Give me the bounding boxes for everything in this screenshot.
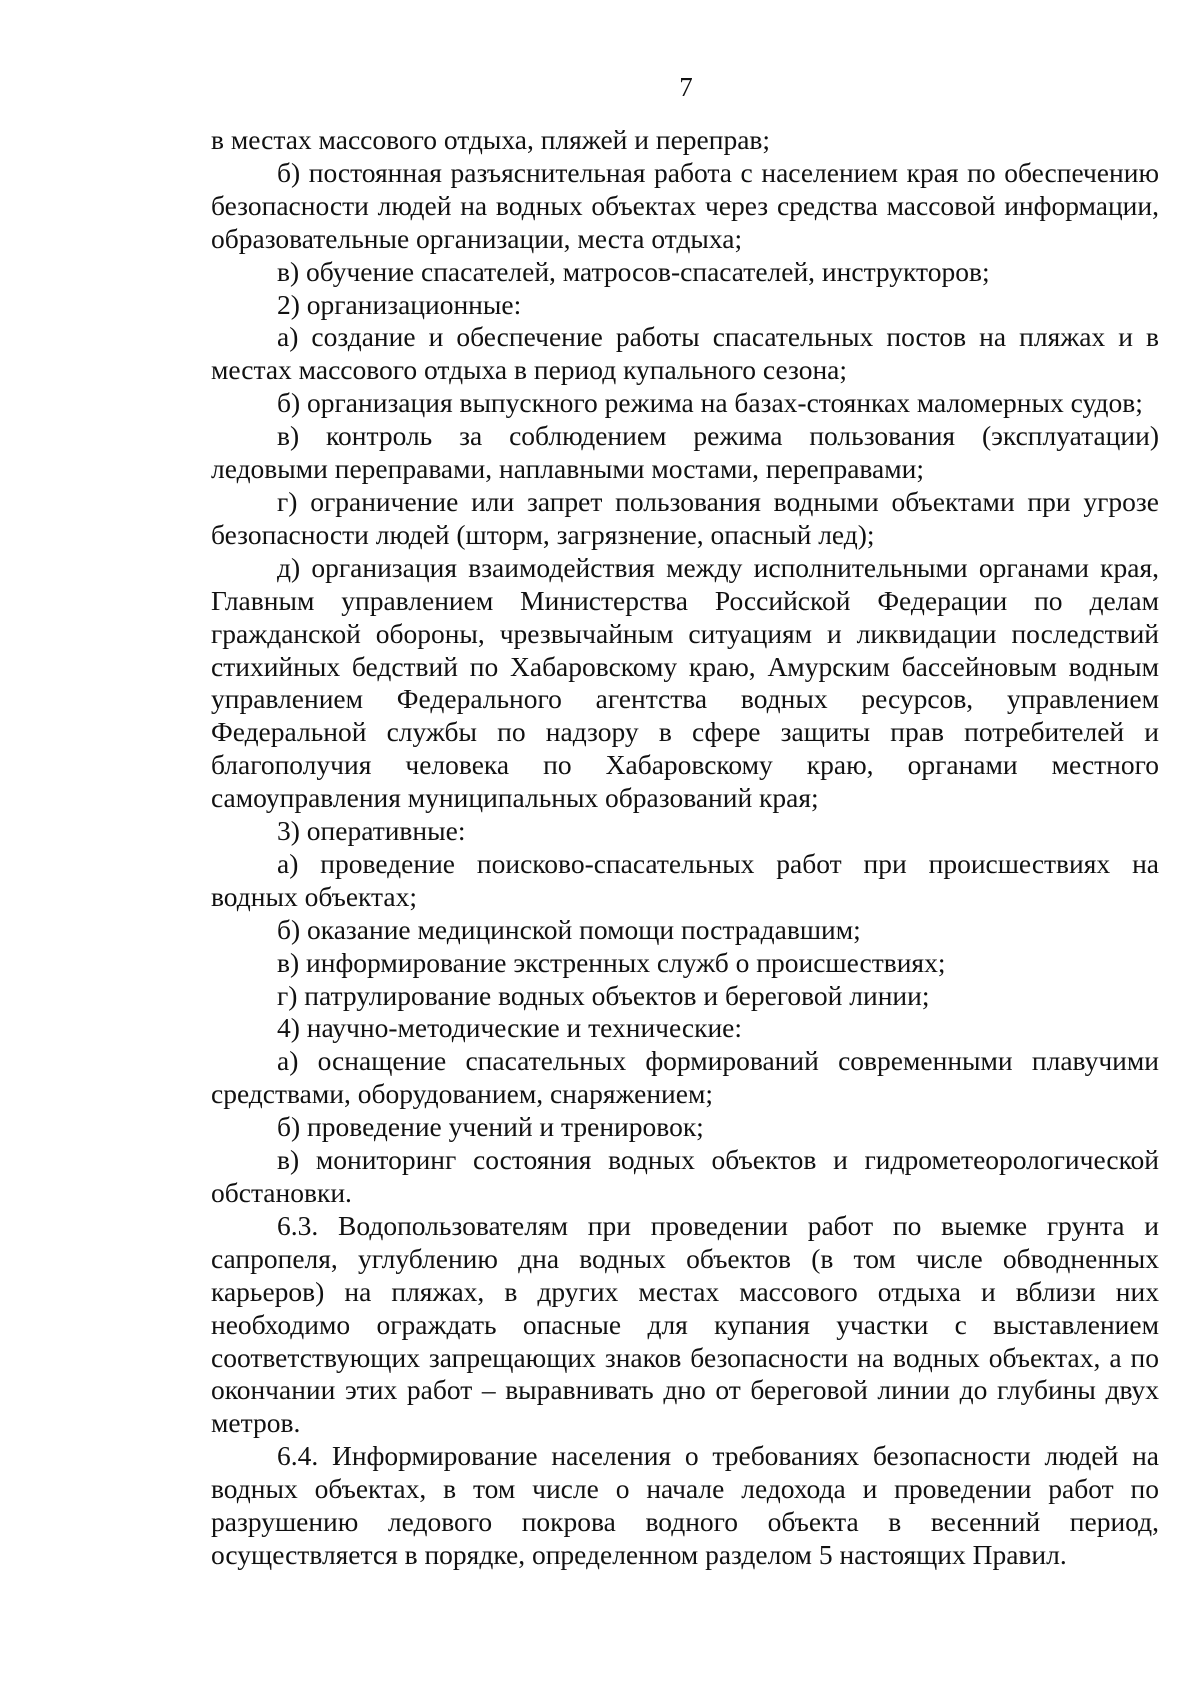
paragraph: г) ограничение или запрет пользования водными объектами при угрозе безопасности людей (шторм, загрязнение, опасный лед); xyxy=(211,485,1159,550)
paragraph: б) постоянная разъяснительная работа с населением края по обеспечению безопасности людей на водных объектах через средства массовой информации, образовательные организации, места отдыха; xyxy=(211,156,1159,254)
paragraph: а) проведение поисково-спасательных работ при происшествиях на водных объектах; xyxy=(211,847,1159,912)
paragraph: б) оказание медицинской помощи пострадавшим; xyxy=(277,913,861,945)
paragraph: 6.4. Информирование населения о требованиях безопасности людей на водных объектах, в том числе о начале ледохода и проведении работ по разрушению ледового покрова водного объекта в весенний период, осуществляется в порядке, определенном разделом 5 настоящих Правил. xyxy=(211,1440,1159,1570)
document-body xyxy=(211,124,1159,1572)
paragraph: в) обучение спасателей, матросов-спасателей, инструкторов; xyxy=(277,255,990,287)
paragraph: 3) оперативные: xyxy=(277,815,466,847)
paragraph: а) создание и обеспечение работы спасательных постов на пляжах и в местах массового отдыха в период купального сезона; xyxy=(211,321,1159,386)
paragraph: в местах массового отдыха, пляжей и переправ; xyxy=(211,124,771,155)
paragraph: б) организация выпускного режима на базах-стоянках маломерных судов; xyxy=(277,387,1143,419)
page-number: 7 xyxy=(679,72,693,102)
paragraph: в) мониторинг состояния водных объектов и гидрометеорологической обстановки. xyxy=(211,1144,1159,1208)
paragraph: 2) организационные: xyxy=(277,288,522,320)
paragraph: г) патрулирование водных объектов и береговой линии; xyxy=(277,979,930,1011)
paragraph: 6.3. Водопользователям при проведении работ по выемке грунта и сапропеля, углублению дна водных объектов (в том числе обводненных карьеров) на пляжах, в других местах массового отдыха и вблизи них необходимо ограждать опасные для купания участки с выставлением соответствующих запрещающих знаков безопасности на водных объектах, а по окончании этих работ – выравнивать дно от береговой линии до глубины двух метров. xyxy=(211,1209,1159,1439)
paragraph: а) оснащение спасательных формирований современными плавучими средствами, оборудованием, снаряжением; xyxy=(211,1045,1159,1110)
paragraph: б) проведение учений и тренировок; xyxy=(277,1111,704,1143)
paragraph: 4) научно-методические и технические: xyxy=(277,1012,743,1044)
paragraph: в) информирование экстренных служб о происшествиях; xyxy=(277,946,946,978)
paragraph: в) контроль за соблюдением режима пользования (эксплуатации) ледовыми переправами, наплавными мостами, переправами; xyxy=(211,420,1159,485)
paragraph: д) организация взаимодействия между исполнительными органами края, Главным управлением Министерства Российской Федерации по делам гражданской обороны, чрезвычайным ситуациям и ликвидации последствий стихийных бедствий по Хабаровскому краю, Амурским бассейновым водным управлением Федерального агентства водных ресурсов, управлением Федеральной службы по надзору в сфере защиты прав потребителей и благополучия человека по Хабаровскому краю, органами местного самоуправления муниципальных образований края; xyxy=(211,551,1159,814)
